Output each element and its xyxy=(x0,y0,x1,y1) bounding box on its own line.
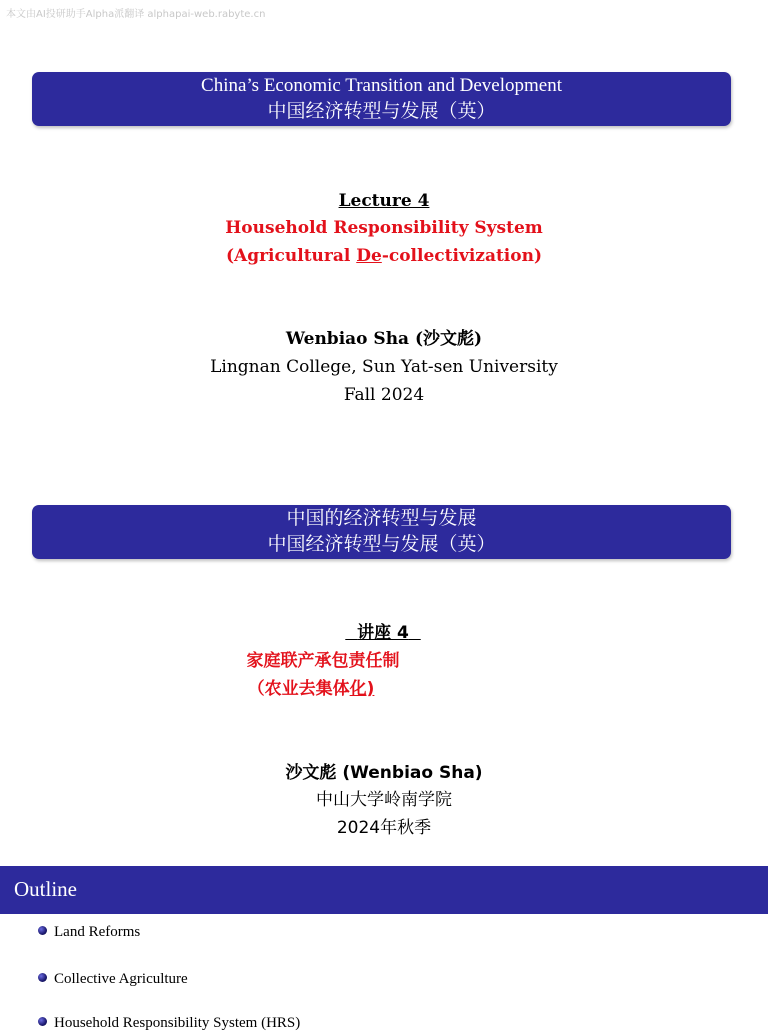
topic-underlined: De xyxy=(356,246,382,266)
bullet-icon xyxy=(38,973,47,982)
outline-header-bar xyxy=(0,866,768,914)
bullet-icon xyxy=(38,926,47,935)
outline-title: Outline xyxy=(14,877,77,901)
author-affiliation: Lingnan College, Sun Yat-sen University xyxy=(210,357,558,377)
outline-item-label: Household Responsibility System (HRS) xyxy=(54,1015,301,1031)
lecture-label: Lecture 4 xyxy=(338,191,430,211)
cn-author-affiliation: 中山大学岭南学院 xyxy=(316,790,452,810)
outline-item xyxy=(38,969,188,989)
watermark-text: 本文由AI投研助手Alpha派翻译 alphapai-web.rabyte.cn xyxy=(6,9,266,20)
cn-lecture-label-text: 讲座 4 xyxy=(357,623,409,643)
lecture-topic-line1: Household Responsibility System xyxy=(225,218,543,238)
outline-list xyxy=(0,914,768,1031)
cn-topic-underlined: 化) xyxy=(349,679,375,699)
banner-title-english: China’s Economic Transition and Development xyxy=(201,75,562,96)
cn-course-term: 2024年秋季 xyxy=(336,818,432,838)
cn-lecture-label xyxy=(0,622,767,644)
cn-topic-line2 xyxy=(0,678,695,700)
banner-title-chinese-top: 中国的经济转型与发展 xyxy=(286,507,477,529)
outline-item-label: Land Reforms xyxy=(54,924,141,940)
lecture-topic-line2 xyxy=(0,245,768,267)
banner-title-chinese: 中国经济转型与发展（英） xyxy=(267,100,496,122)
topic-prefix: (Agricultural xyxy=(225,246,357,266)
cn-topic-line1: 家庭联产承包责任制 xyxy=(246,651,400,671)
cn-author-name: 沙文彪 (Wenbiao Sha) xyxy=(285,763,483,783)
outline-item xyxy=(38,922,140,942)
cn-topic-prefix: （农业去集体 xyxy=(247,679,350,699)
topic-suffix: -collectivization) xyxy=(381,246,543,266)
title-banner-chinese xyxy=(32,505,731,559)
author-name: Wenbiao Sha (沙文彪) xyxy=(285,329,483,349)
course-term: Fall 2024 xyxy=(343,385,425,405)
title-banner-english xyxy=(32,72,731,126)
outline-item xyxy=(38,1013,300,1033)
banner-title-chinese-sub: 中国经济转型与发展（英） xyxy=(267,533,496,555)
bullet-icon xyxy=(38,1017,47,1026)
outline-item-label: Collective Agriculture xyxy=(54,971,188,987)
